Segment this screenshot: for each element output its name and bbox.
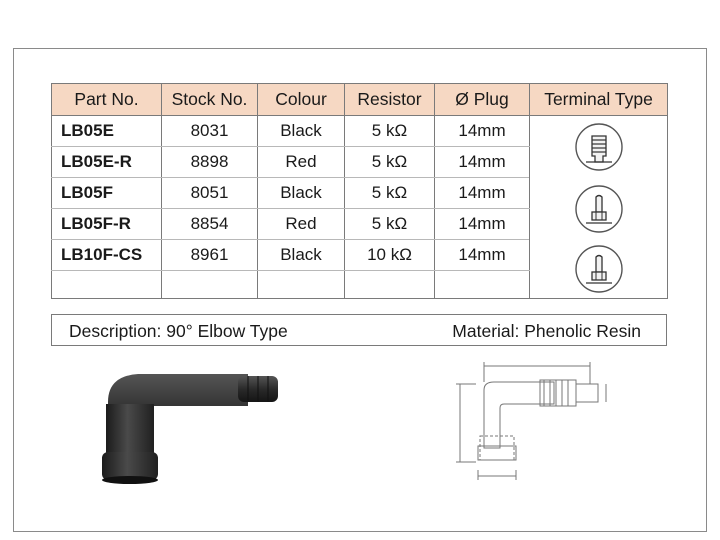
colour-cell: Red (258, 209, 345, 240)
header-colour: Colour (258, 84, 345, 116)
colour-cell: Black (258, 240, 345, 271)
table-row (52, 240, 668, 271)
plug-cell (435, 271, 530, 299)
plug-cell: 14mm (435, 116, 530, 147)
plug-cell: 14mm (435, 147, 530, 178)
stock-no-cell: 8051 (162, 178, 258, 209)
terminal-type-cell (530, 116, 668, 178)
header-resistor: Resistor (345, 84, 435, 116)
stock-no-cell: 8898 (162, 147, 258, 178)
colour-cell: Black (258, 116, 345, 147)
plug-cell: 14mm (435, 178, 530, 209)
part-no-cell: LB05E (52, 116, 162, 147)
resistor-cell (345, 271, 435, 299)
colour-cell: Red (258, 147, 345, 178)
threaded-terminal-icon (574, 122, 624, 172)
part-no-cell (52, 271, 162, 299)
nut-terminal-icon (574, 244, 624, 294)
description-text: Description: 90° Elbow Type (69, 321, 288, 341)
plug-cell: 14mm (435, 240, 530, 271)
resistor-cell: 5 kΩ (345, 178, 435, 209)
spec-table (51, 83, 668, 299)
resistor-cell: 5 kΩ (345, 147, 435, 178)
resistor-cell: 10 kΩ (345, 240, 435, 271)
header-terminal-type: Terminal Type (530, 84, 668, 116)
colour-cell (258, 271, 345, 299)
plug-cell: 14mm (435, 209, 530, 240)
part-no-cell: LB05F-R (52, 209, 162, 240)
terminal-type-cell (530, 240, 668, 299)
stock-no-cell (162, 271, 258, 299)
stock-no-cell: 8854 (162, 209, 258, 240)
material-text: Material: Phenolic Resin (452, 321, 641, 341)
description-box (51, 314, 667, 346)
stock-no-cell: 8031 (162, 116, 258, 147)
nut-terminal-icon (574, 184, 624, 234)
table-header-row (52, 84, 668, 116)
table-row (52, 178, 668, 209)
product-photo (98, 364, 288, 486)
resistor-cell: 5 kΩ (345, 116, 435, 147)
header-plug: Ø Plug (435, 84, 530, 116)
stock-no-cell: 8961 (162, 240, 258, 271)
colour-cell: Black (258, 178, 345, 209)
part-no-cell: LB05F (52, 178, 162, 209)
header-stock-no: Stock No. (162, 84, 258, 116)
resistor-cell: 5 kΩ (345, 209, 435, 240)
header-part-no: Part No. (52, 84, 162, 116)
terminal-type-cell (530, 178, 668, 240)
technical-drawing (440, 354, 630, 494)
table-row (52, 116, 668, 147)
part-no-cell: LB10F-CS (52, 240, 162, 271)
part-no-cell: LB05E-R (52, 147, 162, 178)
